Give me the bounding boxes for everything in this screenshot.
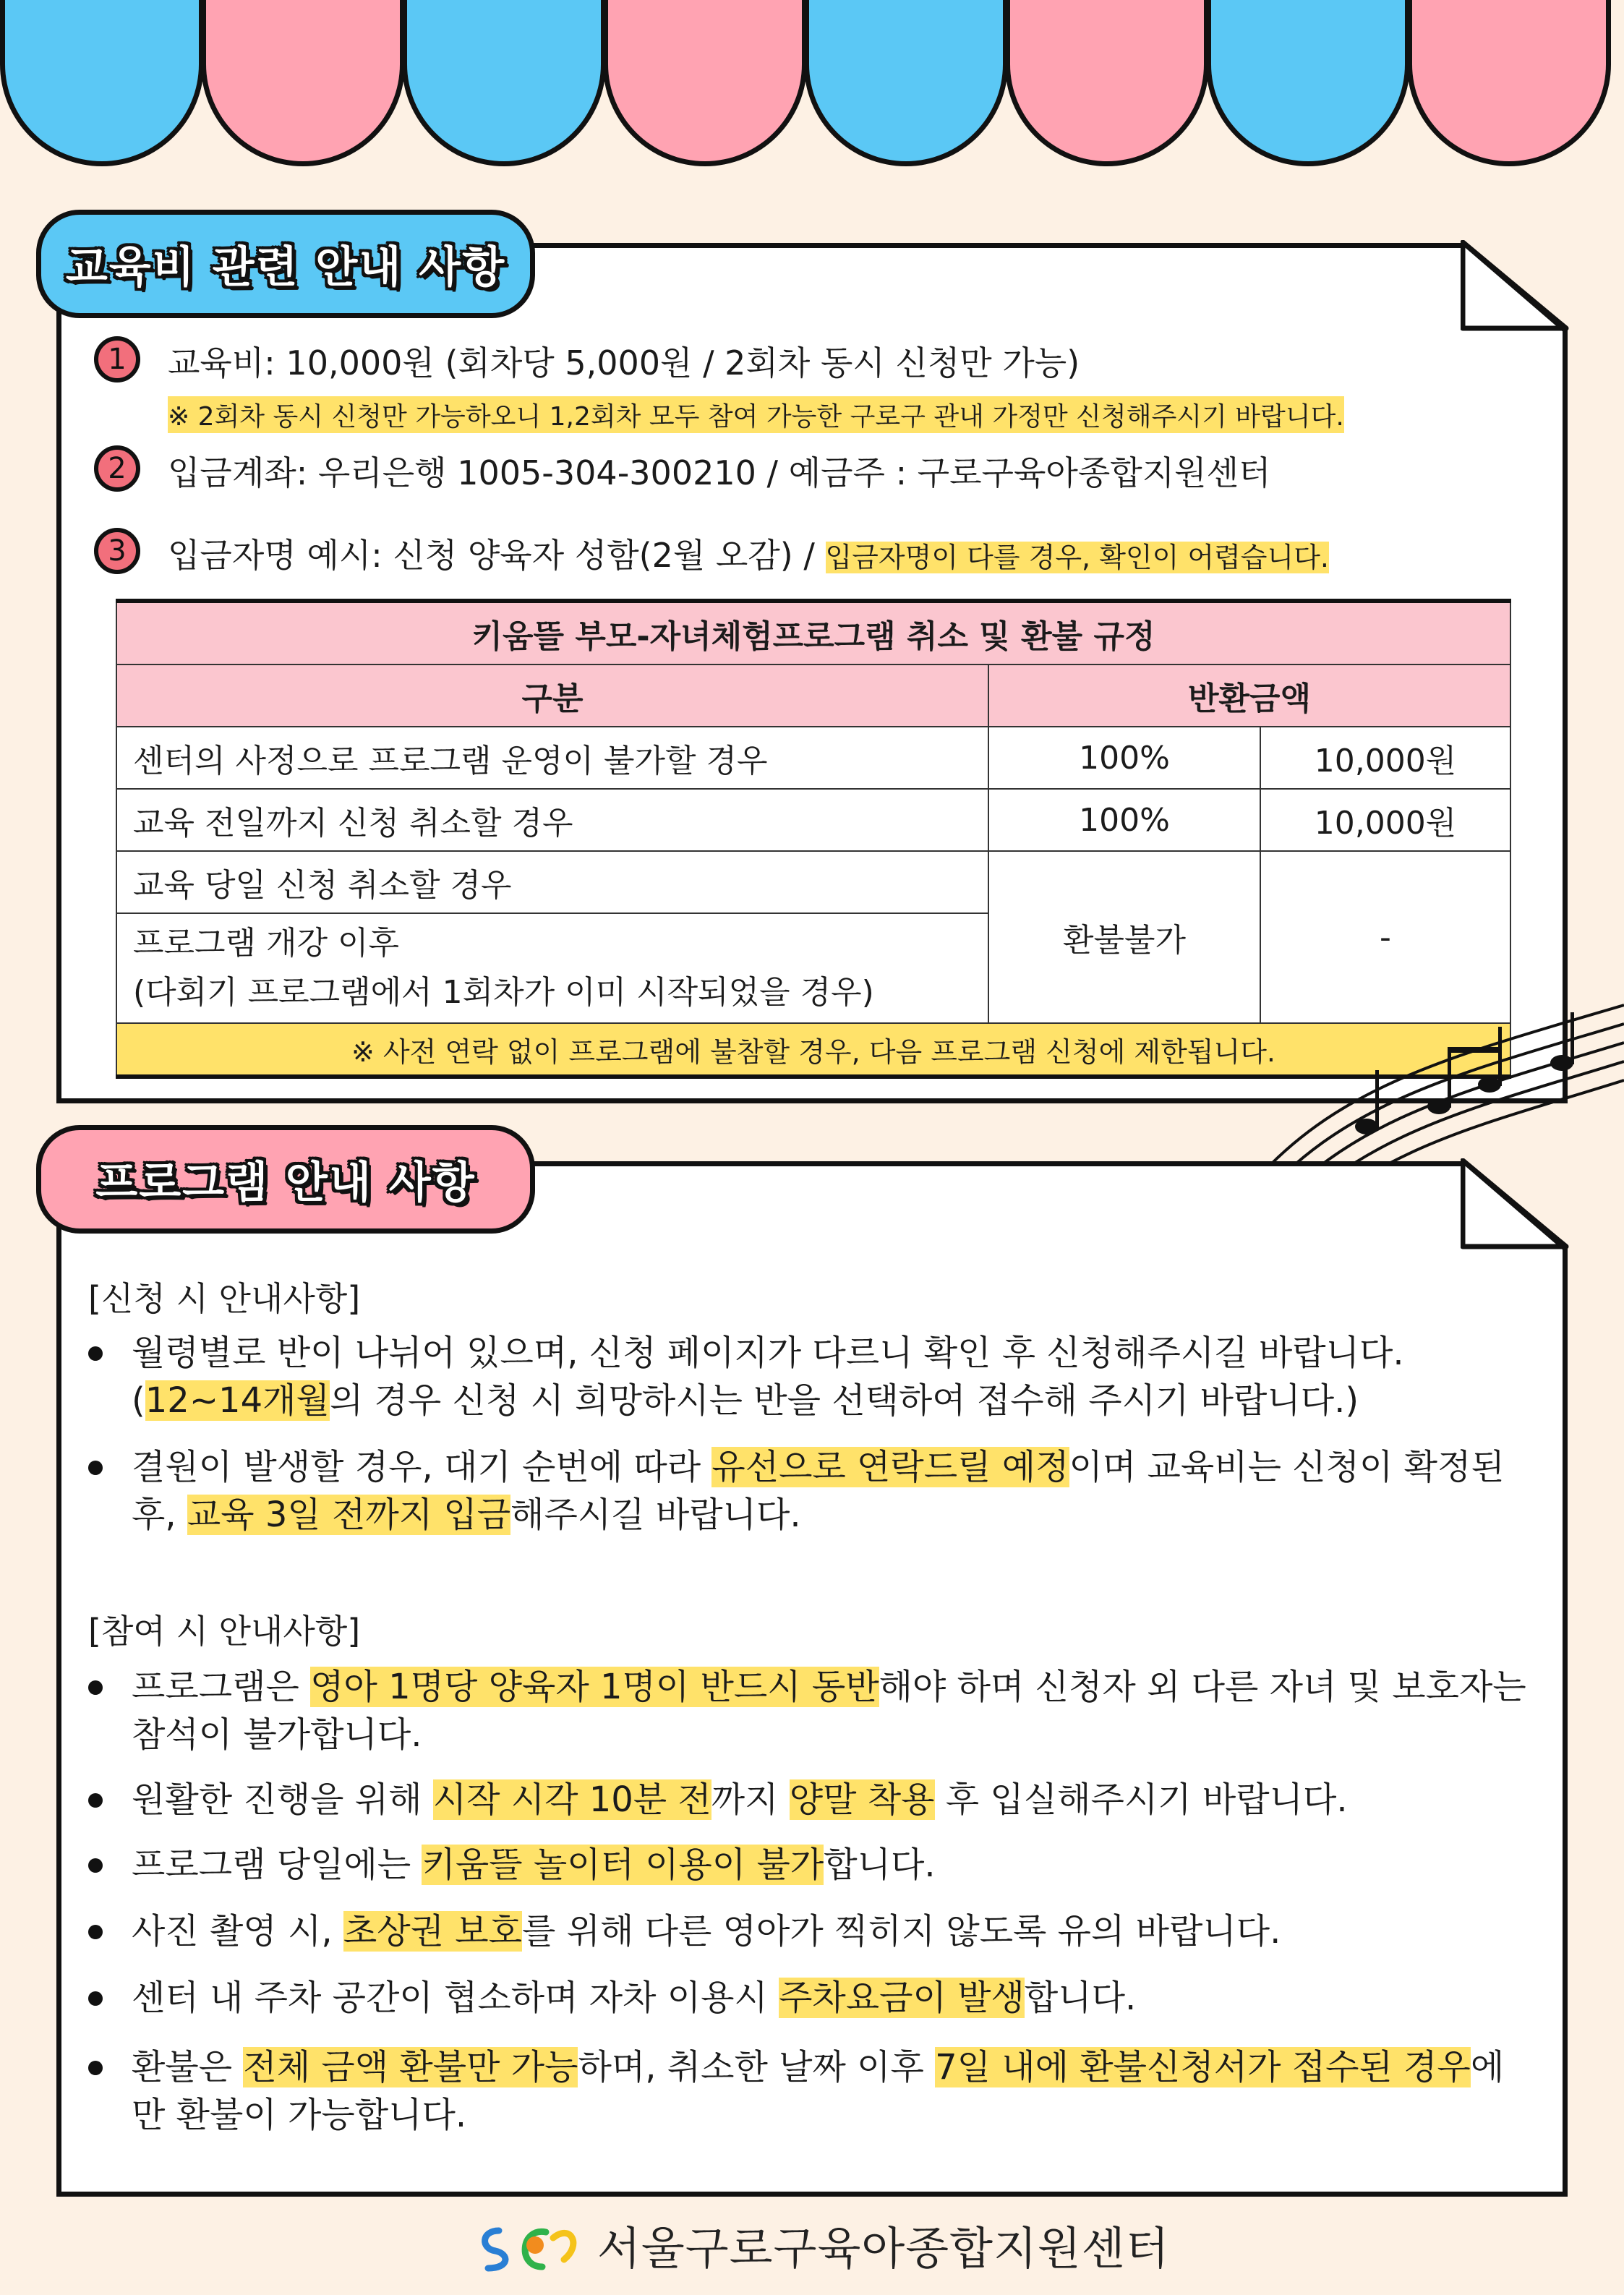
bullet-text <box>132 1329 1527 1424</box>
bullet-text <box>132 1663 1527 1758</box>
bullet-dot <box>88 1925 103 1939</box>
awning-scallop <box>0 0 204 166</box>
refund-footnote: ※ 사전 연락 없이 프로그램에 불참할 경우, 다음 프로그램 신청에 제한됩니다. <box>116 1023 1510 1077</box>
awning-scallop <box>603 0 807 166</box>
list-item <box>88 1663 1527 1758</box>
text-segment: 를 위해 다른 영아가 찍히지 않도록 유의 바랍니다. <box>521 1911 1281 1952</box>
text-segment: 환불은 <box>132 2047 244 2087</box>
section-title-program-text: 프로그램 안내 사항 <box>95 1158 476 1208</box>
highlight-text: 시작 시각 10분 전 <box>432 1779 711 1820</box>
refund-col-category: 구분 <box>116 664 988 727</box>
refund-case: 센터의 사정으로 프로그램 운영이 불가할 경우 <box>116 727 988 789</box>
text-segment: 의 경우 신청 시 희망하시는 반을 선택하여 접수해 주시기 바랍니다.) <box>329 1380 1359 1421</box>
text-segment: 합니다. <box>1024 1978 1137 2018</box>
bullet-dot <box>88 1858 103 1873</box>
highlight-text: 키움뜰 놀이터 이용이 불가 <box>422 1845 824 1885</box>
depositor-name-example: 입금자명 예시: 신청 양육자 성함(2월 오감) / <box>168 536 826 575</box>
section-title-fee-text: 교육비 관련 안내 사항 <box>65 242 506 293</box>
text-segment: 결원이 발생할 경우, 대기 순번에 따라 <box>132 1447 712 1487</box>
refund-amount: 10,000원 <box>1260 727 1510 789</box>
center-logo-icon <box>477 2216 586 2274</box>
list-item <box>88 1443 1527 1539</box>
number-badge-1: 1 <box>94 336 140 382</box>
bullet-dot <box>88 2061 103 2075</box>
highlight-text: 교육 3일 전까지 입금 <box>187 1495 511 1535</box>
number-badge-2: 2 <box>94 445 140 492</box>
refund-case: 교육 전일까지 신청 취소할 경우 <box>116 789 988 851</box>
text-segment: 이며 교육비는 신청이 확정된 후, <box>132 1447 1505 1535</box>
text-segment: 원활한 진행을 위해 <box>132 1779 433 1820</box>
highlight-text: 영아 1명당 양육자 1명이 반드시 동반 <box>310 1667 879 1707</box>
bullet-text <box>132 1907 1527 1955</box>
highlight-text: 전체 금액 환불만 가능 <box>243 2047 578 2087</box>
text-segment: 프로그램 당일에는 <box>132 1845 422 1885</box>
awning-scallop <box>201 0 405 166</box>
refund-table-title: 키움뜰 부모-자녀체험프로그램 취소 및 환불 규정 <box>116 601 1510 664</box>
refund-case-line1: 프로그램 개강 이후 <box>133 925 400 962</box>
awning-scallop <box>402 0 606 166</box>
text-segment: 센터 내 주차 공간이 협소하며 자차 이용시 <box>132 1978 779 2018</box>
highlight-text: 주차요금이 발생 <box>779 1978 1025 2018</box>
text-segment: 까지 <box>711 1779 790 1820</box>
awning-scallop <box>804 0 1008 166</box>
section-title-program <box>36 1125 535 1234</box>
bullet-dot <box>88 1461 103 1475</box>
list-item <box>88 1974 1527 2022</box>
number-badge-3: 3 <box>94 528 140 574</box>
list-item <box>88 1907 1527 1955</box>
text-segment: 후 입실해주시기 바랍니다. <box>934 1779 1348 1820</box>
text-segment: ( <box>132 1380 145 1421</box>
table-row <box>116 851 1510 913</box>
table-row <box>116 789 1510 851</box>
fee-amount-line: 교육비: 10,000원 (회차당 5,000원 / 2회차 동시 신청만 가능) <box>168 343 1080 382</box>
refund-percent: 100% <box>988 789 1260 851</box>
list-item <box>88 1329 1527 1424</box>
awning-scallop <box>1005 0 1209 166</box>
bullet-text <box>132 1776 1527 1824</box>
refund-percent: 100% <box>988 727 1260 789</box>
highlight-text: 7일 내에 환불신청서가 접수된 경우 <box>935 2047 1471 2087</box>
refund-case-line2: (다회기 프로그램에서 1회차가 이미 시작되었을 경우) <box>133 974 874 1011</box>
bullet-dot <box>88 1346 103 1361</box>
text-segment: 해야 하며 신청자 외 다른 자녀 및 보호자는 참석이 불가합니다. <box>132 1667 1526 1755</box>
refund-case <box>116 913 988 1023</box>
bullet-text <box>132 1841 1527 1889</box>
fee-note: ※ 2회차 동시 신청만 가능하오니 1,2회차 모두 참여 가능한 구로구 관내 가정만 신청해주시기 바랍니다. <box>168 396 1344 433</box>
text-segment: 프로그램은 <box>132 1667 311 1707</box>
depositor-name-warning: 입금자명이 다를 경우, 확인이 어렵습니다. <box>825 542 1330 573</box>
bullet-text <box>132 1974 1527 2022</box>
page-fold-corner <box>1461 1158 1576 1260</box>
refund-dash: - <box>1260 851 1510 1023</box>
list-item <box>88 2043 1527 2139</box>
text-segment: 합니다. <box>824 1845 936 1885</box>
bullet-dot <box>88 1793 103 1808</box>
highlight-text: 초상권 보호 <box>343 1911 522 1952</box>
refund-amount: 10,000원 <box>1260 789 1510 851</box>
table-row <box>116 727 1510 789</box>
awning-scallop <box>1407 0 1611 166</box>
bullet-dot <box>88 1680 103 1695</box>
footer-org-name: 서울구로구육아종합지원센터 <box>597 2222 1170 2275</box>
page-fold-corner <box>1461 240 1576 341</box>
list-item <box>88 1776 1527 1824</box>
apply-notice-heading: [신청 시 안내사항] <box>88 1279 361 1318</box>
bank-account-line: 입금계좌: 우리은행 1005-304-300210 / 예금주 : 구로구육아종합지원센터 <box>168 453 1271 492</box>
refund-not-allowed: 환불불가 <box>988 851 1260 1023</box>
refund-col-amount: 반환금액 <box>988 664 1510 727</box>
highlight-text: 양말 착용 <box>789 1779 935 1820</box>
text-segment: 해주시길 바랍니다. <box>510 1495 801 1535</box>
awning-scallop <box>1206 0 1410 166</box>
text-segment: 하며, 취소한 날짜 이후 <box>578 2047 936 2087</box>
text-segment: 월령별로 반이 나뉘어 있으며, 신청 페이지가 다르니 확인 후 신청해주시길 바랍니다. <box>132 1333 1404 1373</box>
list-item <box>88 1841 1527 1889</box>
section-title-fee <box>36 210 535 318</box>
text-segment: 에만 환불이 가능합니다. <box>132 2047 1505 2135</box>
depositor-name-line <box>168 529 1329 577</box>
bullet-dot <box>88 1991 103 2006</box>
highlight-text: 12~14개월 <box>145 1380 330 1421</box>
bullet-text <box>132 1443 1527 1539</box>
attend-notice-heading: [참여 시 안내사항] <box>88 1612 361 1651</box>
text-segment: 사진 촬영 시, <box>132 1911 343 1952</box>
bullet-text <box>132 2043 1527 2139</box>
refund-case: 교육 당일 신청 취소할 경우 <box>116 851 988 913</box>
highlight-text: 유선으로 연락드릴 예정 <box>711 1447 1069 1487</box>
awning-decoration <box>0 0 1624 174</box>
footer <box>477 2213 1170 2277</box>
